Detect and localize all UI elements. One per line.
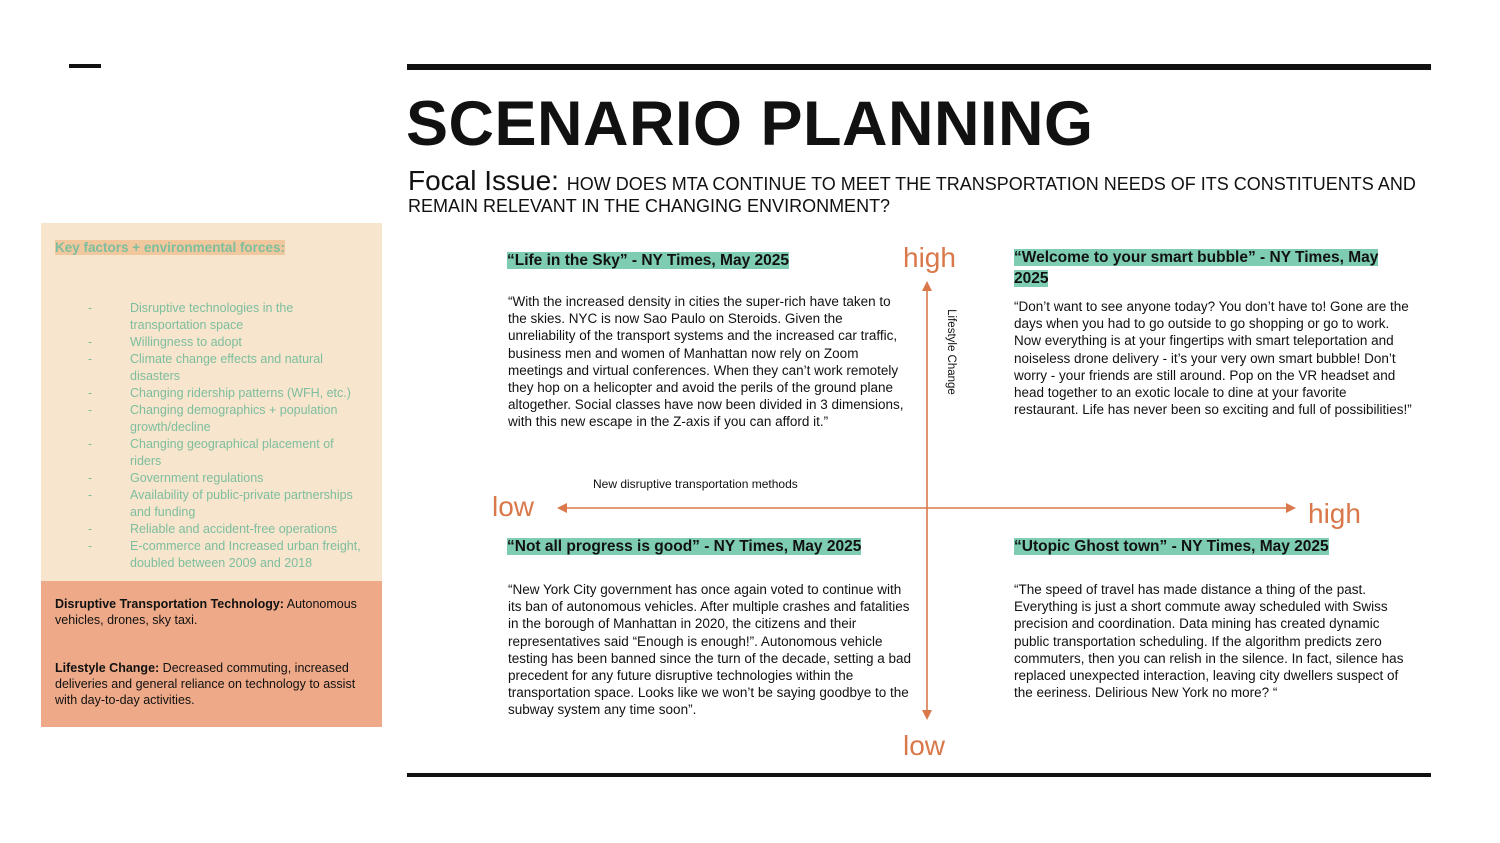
scenario-top-right-body: “Don’t want to see anyone today? You don’t have to! Gone are the days when you had to go outside to go shopping or go to work. Now everything is at your fingertips with smart teleportation and noiseless drone delivery - it’s your very own smart bubble! Don’t worry - your friends are still around. Pop on the VR headset and head together to an exotic locale to dine at your favorite restaurant. Life has never been so exciting and full of possibilities!” <box>1014 299 1412 418</box>
definition-lifestyle-desc: Decreased commuting, increased deliveries and general reliance on technology to assist with day-to-day activities. <box>55 661 356 707</box>
factor-item: - Changing geographical placement of riders <box>55 436 368 470</box>
focal-issue-text: HOW DOES MTA CONTINUE TO MEET THE TRANSPORTATION NEEDS OF ITS CONSTITUENTS AND REMAIN RELEVANT IN THE CHANGING ENVIRONMENT? <box>408 174 1416 216</box>
axis-low-bottom-label: low <box>903 730 946 761</box>
definition-tech-desc: Autonomous vehicles, drones, sky taxi. <box>55 597 357 627</box>
axis-high-top-label: high <box>903 242 956 273</box>
scenario-top-right-title-text: “Welcome to your smart bubble” - NY Times, May 2025 <box>1014 249 1379 287</box>
definition-lifestyle <box>55 660 368 708</box>
factor-item: - Government regulations <box>55 470 368 487</box>
scenario-bottom-right-title <box>1014 536 1414 557</box>
scenario-bottom-right-body: “The speed of travel has made distance a thing of the past. Everything is just a short commute away scheduled with Swiss precision and coordination. Data mining has created dynamic public transportation scheduling. If the algorithm predicts zero commuters, then you can relish in the silence. In fact, silence has replaced unexpected interaction, leaving city dwellers suspect of the eeriness. Delirious New York no more? “ <box>1014 582 1404 701</box>
scenario-top-right-title <box>1014 247 1409 289</box>
definition-lifestyle-term: Lifestyle Change: <box>55 661 160 675</box>
title-top-rule <box>407 64 1431 70</box>
bottom-rule <box>407 773 1431 777</box>
factor-item: - Reliable and accident-free operations <box>55 521 368 538</box>
focal-issue <box>408 166 1433 217</box>
factor-item: - Availability of public-private partnerships and funding <box>55 487 368 521</box>
definition-tech-term: Disruptive Transportation Technology: <box>55 597 284 611</box>
key-factors-list <box>55 300 368 572</box>
factor-item: - E-commerce and Increased urban freight, doubled between 2009 and 2018 <box>55 538 368 572</box>
focal-issue-label: Focal Issue: <box>408 165 567 196</box>
axis-high-right-label: high <box>1308 498 1361 529</box>
factor-item: - Climate change effects and natural disasters <box>55 351 368 385</box>
scenario-bottom-left-body: “New York City government has once again voted to continue with its ban of autonomous vehicles. After multiple crashes and fatalities in the borough of Manhattan in 2020, the citizens and their representatives said “Enough is enough!”. Autonomous vehicle testing has been banned since the turn of the decade, setting a bad precedent for any future disruptive technologies within the transportation space. Looks like we won’t be saying goodbye to the subway system any time soon”. <box>508 582 912 718</box>
factor-item: - Changing demographics + population growth/decline <box>55 402 368 436</box>
scenario-bottom-left-title <box>507 536 907 557</box>
top-left-dash <box>69 64 101 68</box>
scenario-top-left-body: “With the increased density in cities the super-rich have taken to the skies. NYC is now Sao Paulo on Steroids. Given the unreliability of the transport systems and the increased car traffic, business men and women of Manhattan now rely on Zoom meetings and virtual conferences. When they can’t work remotely they hop on a helicopter and avoid the perils of the ground plane altogether. Social classes have now been divided in 3 dimensions, with this new escape in the Z-axis if you can afford it.” <box>508 294 904 430</box>
factor-item: - Changing ridership patterns (WFH, etc.) <box>55 385 368 402</box>
scenario-bottom-right-title-text: “Utopic Ghost town” - NY Times, May 2025 <box>1014 538 1329 555</box>
vertical-axis-title: Lifestyle Change <box>945 309 957 395</box>
scenario-bottom-left-title-text: “Not all progress is good” - NY Times, May 2025 <box>507 538 862 555</box>
key-factors-panel <box>41 223 382 581</box>
horizontal-axis-title: New disruptive transportation methods <box>593 477 798 491</box>
factor-item: - Disruptive technologies in the transportation space <box>55 300 368 334</box>
definitions-panel <box>41 581 382 727</box>
axis-low-left-label: low <box>492 491 535 522</box>
definition-tech <box>55 596 368 628</box>
scenario-top-left-title <box>507 250 907 271</box>
key-factors-heading: Key factors + environmental forces: <box>55 240 285 255</box>
factor-item: - Willingness to adopt <box>55 334 368 351</box>
scenario-top-left-title-text: “Life in the Sky” - NY Times, May 2025 <box>507 252 789 269</box>
slide-title: SCENARIO PLANNING <box>406 89 1094 159</box>
